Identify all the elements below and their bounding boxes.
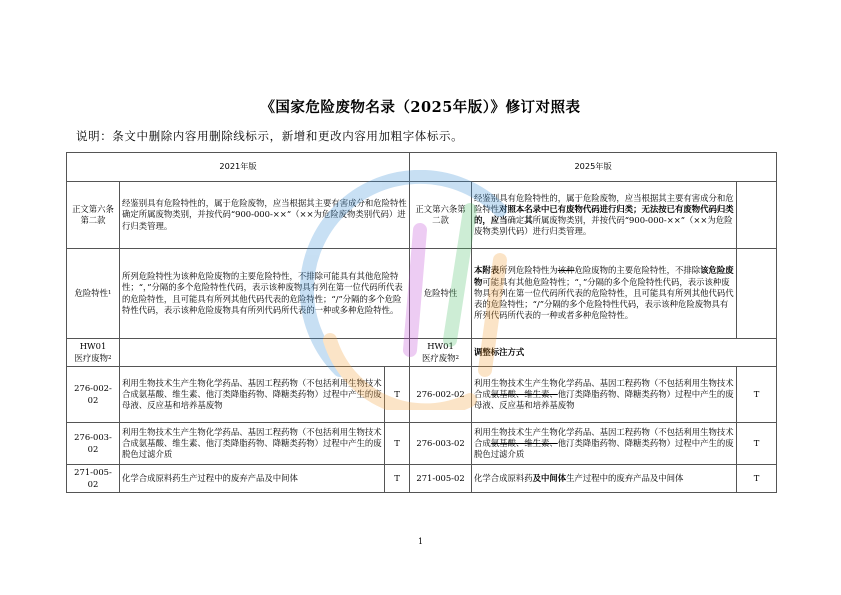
code-left: 276-003-02 — [67, 423, 120, 465]
table-row — [67, 249, 777, 339]
row-label-right: 危险特性 — [410, 249, 472, 339]
row-text-right: 本附表所列危险特性为该种危险废物的主要危险特性，不排除该危险废物可能具有其他危险特性；“，”分隔的多个危险特性代码，表示该种废物具有列在第一位代码所代表的危险特性，且可能具有所列其他代码代表的危险特性；“/”分隔的多个危险特性代码，表示该种危险废物具有所列代码所代表的一种或者多种危险特性。 — [472, 249, 737, 339]
hazard-code-right: T — [737, 367, 777, 423]
table-header-row — [67, 153, 777, 182]
category-left: HW01 医疗废物$^2$ — [67, 339, 120, 367]
hazard-code-right: T — [737, 423, 777, 465]
row-text-right: 利用生物技术生产生物化学药品、基因工程药物（不包括利用生物技术合成氨基酸、维生素、他汀类降脂药物、降糖类药物）过程中产生的废脱色过滤介质 — [472, 423, 737, 465]
table-row — [67, 423, 777, 465]
row-label-right: 正文第六条第二款 — [410, 182, 472, 249]
hazard-code-left: T — [385, 465, 410, 493]
hazard-code-left: T — [385, 423, 410, 465]
row-text-right: 利用生物技术生产生物化学药品、基因工程药物（不包括利用生物技术合成氨基酸、维生素、他汀类降脂药物、降糖类药物）过程中产生的废母液、反应基和培养基废物 — [472, 367, 737, 423]
code-left: 271-005-02 — [67, 465, 120, 493]
code-right: 271-005-02 — [410, 465, 472, 493]
legend-note: 说明：条文中删除内容用删除线标示，新增和更改内容用加粗字体标示。 — [76, 129, 464, 143]
row-text-left: 经鉴别具有危险特性的，属于危险废物，应当根据其主要有害成分和危险特性确定所属废物类别，并按代码“900-000-××”（××为危险废物类别代码）进行归类管理。 — [120, 182, 410, 249]
empty-cell — [737, 182, 777, 249]
row-text-right: 化学合成原料药及中间体生产过程中的废弃产品及中间体 — [472, 465, 737, 493]
row-text-left: 利用生物技术生产生物化学药品、基因工程药物（不包括利用生物技术合成氨基酸、维生素、他汀类降脂药物、降糖类药物）过程中产生的废脱色过滤介质 — [120, 423, 385, 465]
table-row — [67, 339, 777, 367]
table-row — [67, 182, 777, 249]
row-label-left: 危险特性$^1$ — [67, 249, 120, 339]
page-number: 1 — [417, 537, 424, 546]
table-row — [67, 367, 777, 423]
row-text-right: 调整标注方式 — [472, 339, 777, 367]
hazard-code-left: T — [385, 367, 410, 423]
row-text-left: 所列危险特性为该种危险废物的主要危险特性，不排除可能具有其他危险特性；“，”分隔的多个危险特性代码，表示该种废物具有列在第一位代码所代表的危险特性，且可能具有所列其他代码代表的危险特性；“/”分隔的多个危险特性代码，表示该种危险废物具有所列代码所代表的一种或多种危险特性。 — [120, 249, 410, 339]
row-text-right: 经鉴别具有危险特性的，属于危险废物，应当根据其主要有害成分和危险特性对照本名录中已有废物代码进行归类；无法按已有废物代码归类的，应当确定其所属废物类别，并按代码“900-000-××”（××为危险废物类别代码）进行归类管理。 — [472, 182, 737, 249]
row-label-left: 正文第六条第二款 — [67, 182, 120, 249]
code-right: 276-003-02 — [410, 423, 472, 465]
row-text-left: 利用生物技术生产生物化学药品、基因工程药物（不包括利用生物技术合成氨基酸、维生素、他汀类降脂药物、降糖类药物）过程中产生的废母液、反应基和培养基废物 — [120, 367, 385, 423]
empty-cell — [120, 339, 410, 367]
header-2021: 2021年版 — [67, 153, 410, 182]
comparison-table — [66, 152, 777, 493]
code-right: 276-002-02 — [410, 367, 472, 423]
empty-cell — [737, 249, 777, 339]
page-title: 《国家危险废物名录（2025年版）》修订对照表 — [260, 99, 581, 116]
header-2025: 2025年版 — [410, 153, 777, 182]
hazard-code-right: T — [737, 465, 777, 493]
category-right: HW01 医疗废物$^2$ — [410, 339, 472, 367]
row-text-left: 化学合成原料药生产过程中的废弃产品及中间体 — [120, 465, 385, 493]
table-row — [67, 465, 777, 493]
code-left: 276-002-02 — [67, 367, 120, 423]
